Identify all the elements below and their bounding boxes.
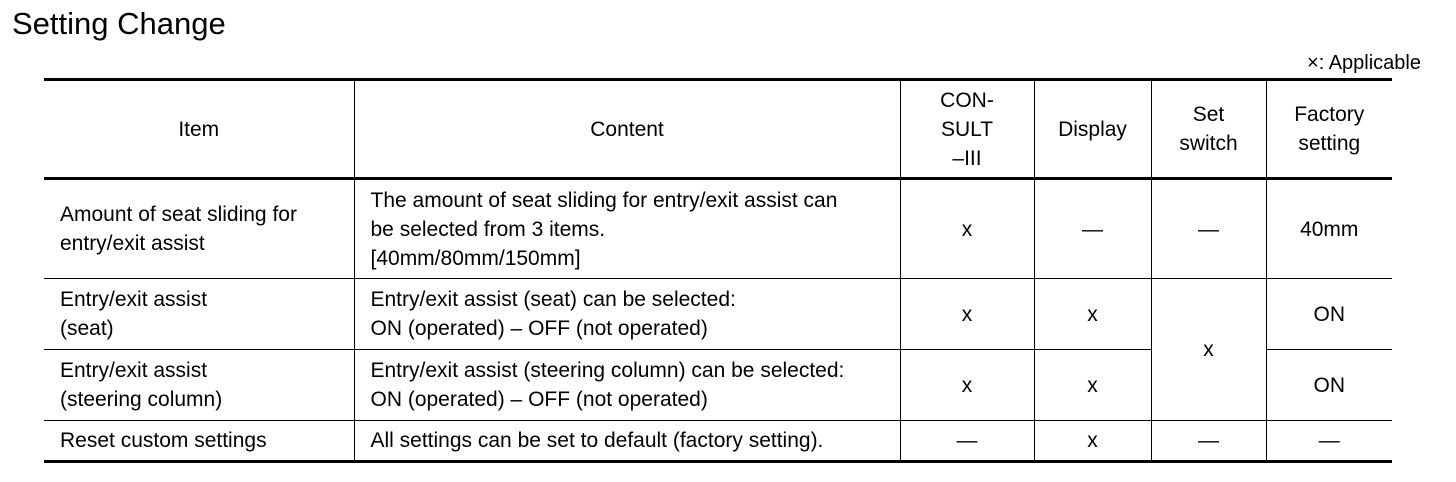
cell-content: The amount of seat sliding for entry/exit assist can be selected from 3 items. [40mm/80mm/150mm] <box>354 179 900 279</box>
cell-set-switch: — <box>1151 179 1266 279</box>
cell-content: All settings can be set to default (factory setting). <box>354 421 900 462</box>
setting-change-table <box>44 78 1392 463</box>
header-item: Item <box>44 80 354 179</box>
cell-consult: x <box>900 350 1034 421</box>
cell-factory-setting: ON <box>1266 279 1392 350</box>
header-set-switch: Set switch <box>1151 80 1266 179</box>
cell-display: x <box>1034 421 1151 462</box>
table-row <box>44 279 1392 350</box>
header-consult: CON- SULT –III <box>900 80 1034 179</box>
cell-display: x <box>1034 279 1151 350</box>
cell-display: x <box>1034 350 1151 421</box>
table-row <box>44 179 1392 279</box>
legend-note: ×: Applicable <box>1307 52 1421 74</box>
cell-consult: x <box>900 279 1034 350</box>
cell-factory-setting: 40mm <box>1266 179 1392 279</box>
page-title: Setting Change <box>12 6 226 41</box>
header-factory-setting: Factory setting <box>1266 80 1392 179</box>
table-row <box>44 421 1392 462</box>
cell-display: — <box>1034 179 1151 279</box>
cell-set-switch: — <box>1151 421 1266 462</box>
cell-consult: — <box>900 421 1034 462</box>
cell-item: Entry/exit assist (steering column) <box>44 350 354 421</box>
cell-item: Entry/exit assist (seat) <box>44 279 354 350</box>
header-display: Display <box>1034 80 1151 179</box>
cell-set-switch: x <box>1151 279 1266 421</box>
cell-item: Amount of seat sliding for entry/exit assist <box>44 179 354 279</box>
cell-content: Entry/exit assist (seat) can be selected: ON (operated) – OFF (not operated) <box>354 279 900 350</box>
header-content: Content <box>354 80 900 179</box>
cell-content: Entry/exit assist (steering column) can be selected: ON (operated) – OFF (not operated) <box>354 350 900 421</box>
cell-consult: x <box>900 179 1034 279</box>
table-header-row <box>44 80 1392 179</box>
cell-factory-setting: ON <box>1266 350 1392 421</box>
cell-factory-setting: — <box>1266 421 1392 462</box>
cell-item: Reset custom settings <box>44 421 354 462</box>
